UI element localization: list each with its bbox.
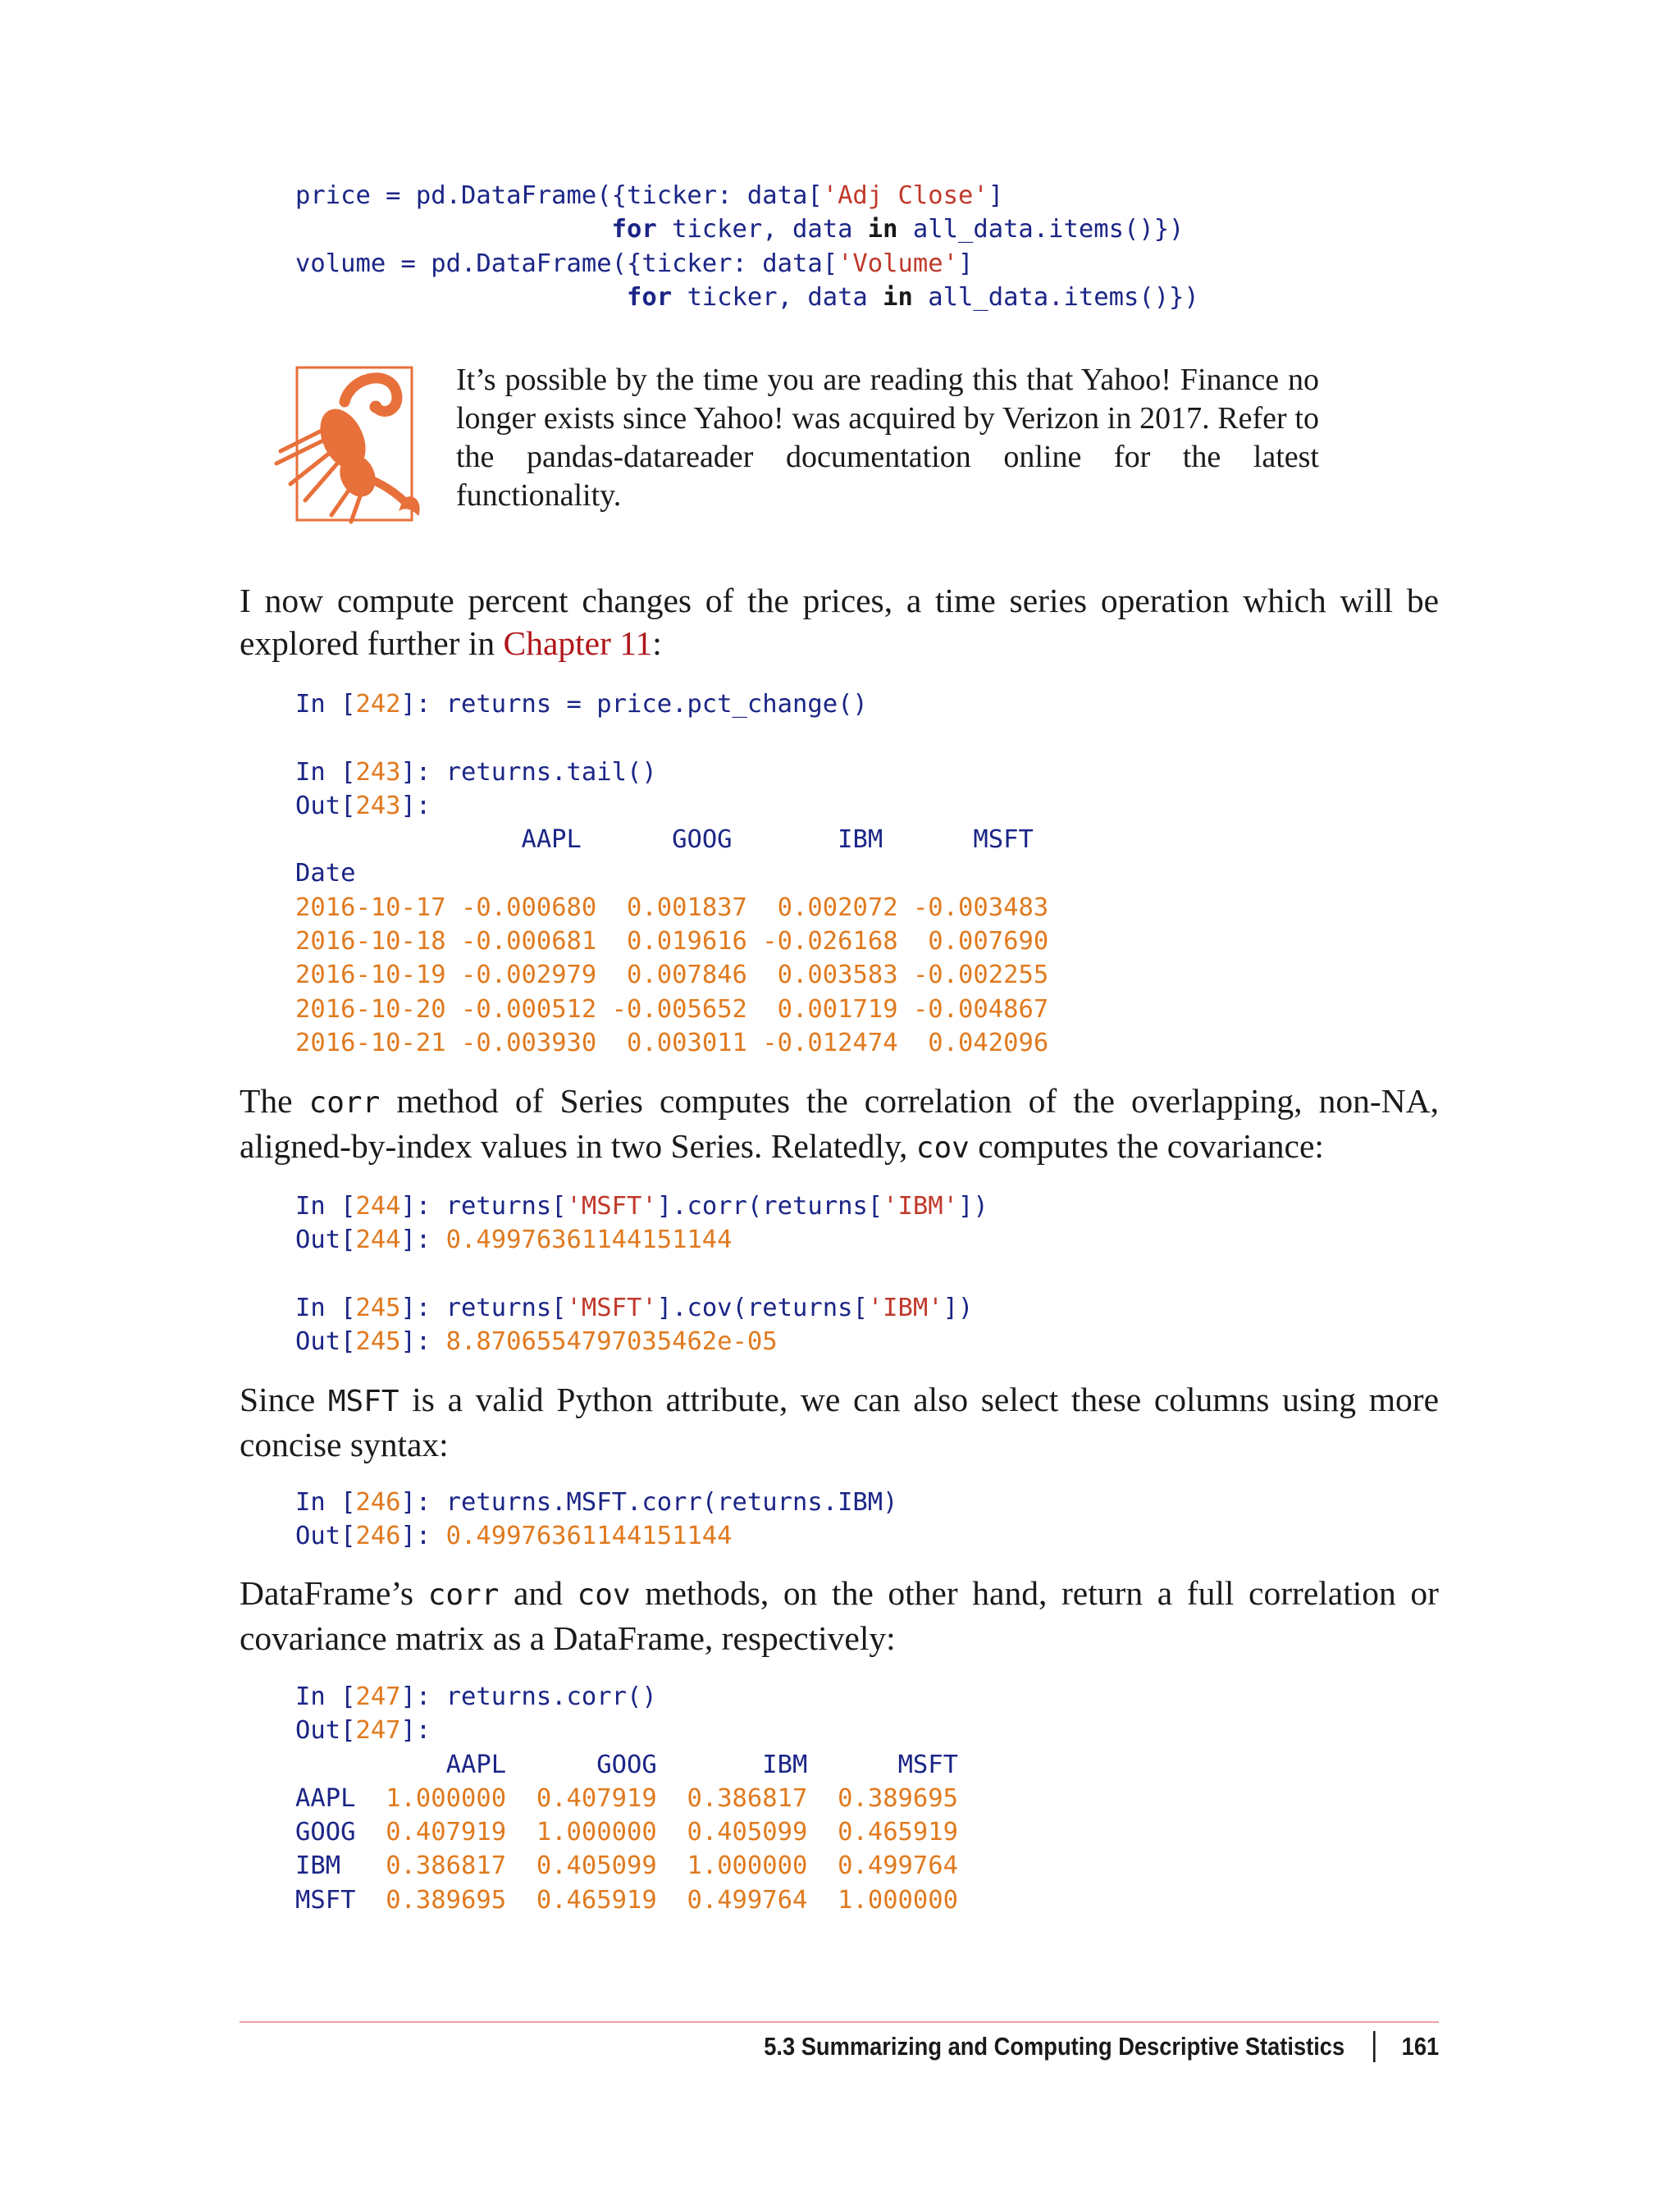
table-row: GOOG 0.407919 1.000000 0.405099 0.465919: [295, 1818, 959, 1847]
code-block-attr-corr: [295, 1486, 898, 1554]
input-line: In [243]: returns.tail(): [295, 757, 657, 787]
code-block-corr-matrix: [295, 1680, 958, 1917]
page-number: 161: [1401, 2032, 1439, 2061]
code-line: volume = pd.DataFrame({ticker: data['Volume']: [295, 249, 974, 278]
paragraph: The corr method of Series computes the correlation of the overlapping, non-NA, aligned-by-index values in two Series. Relatedly, cov computes the covariance:: [240, 1082, 1439, 1165]
table-row: 2016-10-17 -0.000680 0.001837 0.002072 -0.003483: [295, 892, 1049, 922]
code-line: for ticker, data in all_data.items()}): [626, 282, 1199, 312]
table-index-name: Date: [295, 859, 356, 888]
code-block-dataframe: [295, 179, 1199, 314]
code-line: for ticker, data in all_data.items()}): [611, 215, 1185, 244]
chapter-link[interactable]: Chapter 11: [503, 624, 653, 662]
code-block-corr-cov: [295, 1189, 988, 1358]
table-header: AAPL GOOG IBM MSFT: [445, 1750, 959, 1779]
table-row: 2016-10-20 -0.000512 -0.005652 0.001719 -0.004867: [295, 994, 1049, 1024]
input-line: In [244]: returns['MSFT'].corr(returns['IBM']): [295, 1192, 988, 1221]
paragraph: DataFrame’s corr and cov methods, on the other hand, return a full correlation or covariance matrix as a DataFrame, respectively:: [240, 1574, 1439, 1657]
table-row: AAPL 1.000000 0.407919 0.386817 0.389695: [295, 1783, 959, 1813]
table-header: AAPL GOOG IBM MSFT: [521, 825, 1034, 855]
footer-separator: [1373, 2031, 1376, 2062]
paragraph: Since MSFT is a valid Python attribute, we can also select these columns using more concise syntax:: [240, 1381, 1439, 1463]
input-line: In [242]: returns = price.pct_change(): [295, 690, 868, 719]
output-line: Out[246]: 0.49976361144151144: [295, 1522, 733, 1551]
code-line: price = pd.DataFrame({ticker: data['Adj Close']: [295, 181, 1004, 210]
paragraph: I now compute percent changes of the prices, a time series operation which will be explored further in Chapter 11:: [240, 582, 1439, 662]
output-line: Out[244]: 0.49976361144151144: [295, 1226, 733, 1255]
table-row: 2016-10-18 -0.000681 0.019616 -0.026168 0.007690: [295, 927, 1049, 956]
input-line: In [246]: returns.MSFT.corr(returns.IBM): [295, 1488, 898, 1517]
code-block-returns: [295, 687, 1048, 1060]
table-row: 2016-10-19 -0.002979 0.007846 0.003583 -0.002255: [295, 961, 1049, 990]
output-line: Out[245]: 8.8706554797035462e-05: [295, 1327, 778, 1357]
table-row: MSFT 0.389695 0.465919 0.499764 1.000000: [295, 1885, 959, 1915]
input-line: In [245]: returns['MSFT'].cov(returns['IBM']): [295, 1293, 974, 1322]
table-row: IBM 0.386817 0.405099 1.000000 0.499764: [295, 1851, 959, 1881]
output-prompt: Out[243]:: [295, 791, 431, 820]
table-row: 2016-10-21 -0.003930 0.003011 -0.012474 0.042096: [295, 1028, 1049, 1057]
output-prompt: Out[247]:: [295, 1716, 431, 1746]
footer-divider: [240, 2021, 1439, 2023]
page-footer: [764, 2031, 1439, 2062]
section-title: 5.3 Summarizing and Computing Descriptive Statistics: [764, 2032, 1344, 2061]
input-line: In [247]: returns.corr(): [295, 1682, 657, 1711]
scorpion-icon: [272, 361, 477, 525]
note-text: It’s possible by the time you are reading this that Yahoo! Finance no longer exists since Yahoo! was acquired by Verizon in 2017. Refer to the pandas-datareader documentation online for the latest functionality.: [456, 363, 1319, 513]
